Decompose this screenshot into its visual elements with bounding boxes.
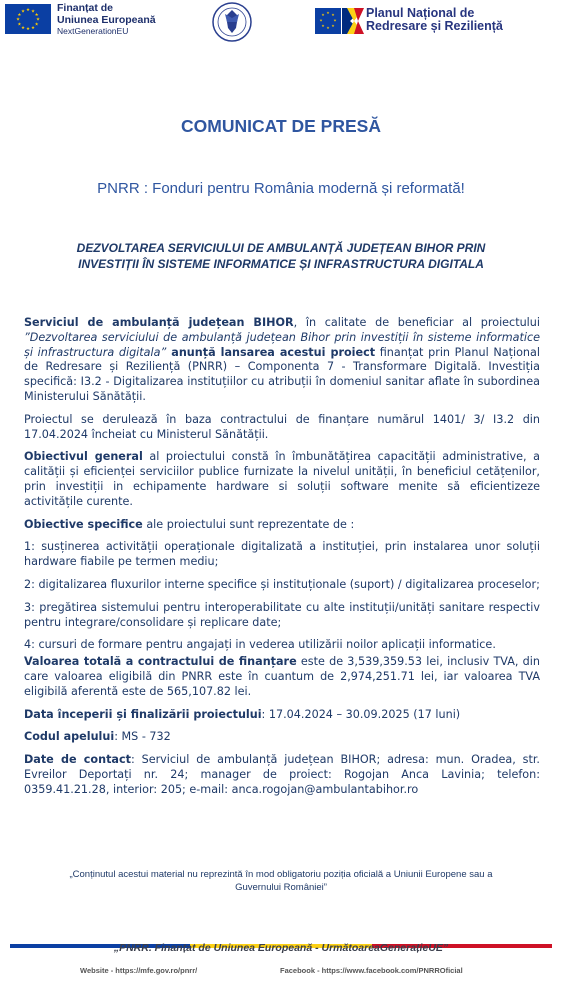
svg-text:★: ★ xyxy=(331,24,335,28)
svg-text:★: ★ xyxy=(20,25,26,31)
eu-funding-label: Finanțat de Uniunea Europeană NextGenerationEU xyxy=(57,2,156,36)
list-item: 3: pregătirea sistemului pentru interoperabilitate cu alte instituții/unități sanitare respectiv pentru integrare/consolidare și replicare date; xyxy=(24,600,540,629)
specific-objectives-heading: Obiective specifice ale proiectului sunt reprezentate de : xyxy=(24,517,355,531)
page-title: COMUNICAT DE PRESĂ xyxy=(181,116,381,136)
disclaimer: „Conținutul acestui material nu reprezintă în mod obligatoriu poziția oficială a Uniunii Europene sau a Guvernului României” xyxy=(69,869,493,893)
intro-paragraph: Serviciul de ambulanță județean BIHOR, în calitate de beneficiar al proiectului ”Dezvoltarea serviciului de ambulanță județean Bihor prin investiții în sisteme informatice și infrastructura digitala” anunță lansarea acestui proiect finanțat prin Planul Național de Redresare și Reziliență (PNRR) – Componenta 7 - Transformare Digitală. Investiția specifică: I3.2 - Digitalizarea instituțiilor cu atribuții în domeniul sanitar aflate în subordinea Ministerului Sănătății. xyxy=(24,316,540,403)
pnrr-label: Planul Național de Redresare și Reziliență xyxy=(366,6,503,33)
svg-text:★: ★ xyxy=(321,13,325,17)
page-subtitle: PNRR : Fonduri pentru România modernă și reformată! xyxy=(97,180,465,197)
total-value-paragraph: Valoarea totală a contractului de finanțare este de 3,539,359.53 lei, inclusiv TVA, din care valoarea eligibilă din PNRR este în cuantum de 2,974,251.71 lei, iar valoarea TVA eligibilă aferentă este de 565,107.82 lei. xyxy=(24,655,540,698)
romanian-government-seal-icon xyxy=(211,2,253,42)
project-title: DEZVOLTAREA SERVICIULUI DE AMBULANȚĂ JUDEȚEAN BIHOR PRIN INVESTIȚII ÎN SISTEME INFORMATICE ȘI INFRASTRUCTURA DIGITALA xyxy=(76,241,486,271)
svg-text:★: ★ xyxy=(30,25,36,31)
list-item: 4: cursuri de formare pentru angajați in vederea utilizării noilor aplicații informatice. xyxy=(24,638,496,652)
svg-text:★: ★ xyxy=(34,22,39,28)
svg-text:★: ★ xyxy=(319,18,323,23)
svg-text:★: ★ xyxy=(15,17,21,23)
svg-text:★: ★ xyxy=(331,13,335,17)
svg-text:★: ★ xyxy=(30,9,36,15)
pnrr-logo-icon xyxy=(314,6,366,36)
contract-paragraph: Proiectul se derulează în baza contractului de finanțare numărul 1401/ 3/ I3.2 din 17.04.2024 încheiat cu Ministerul Sănătății. xyxy=(24,412,540,441)
call-code-paragraph: Codul apelului: MS - 732 xyxy=(24,730,171,744)
eu-flag-icon xyxy=(5,4,51,34)
general-objective-paragraph: Obiectivul general al proiectului constă în îmbunătățirea capacității administrative, a calității și eficienței serviciilor publice furnizate la nivelul unității, în beneficiul cetățenilor, prin investiții in echipamente hardware si soluții software menite să eficientizeze activitățile curente. xyxy=(24,450,541,508)
svg-text:★: ★ xyxy=(321,24,325,28)
svg-text:★: ★ xyxy=(326,26,330,30)
svg-text:★: ★ xyxy=(333,18,337,23)
svg-text:★: ★ xyxy=(25,8,31,13)
facebook-link[interactable]: Facebook - https://www.facebook.com/PNRROficial xyxy=(280,966,463,975)
project-dates-paragraph: Data începerii și finalizării proiectului: 17.04.2024 – 30.09.2025 (17 luni) xyxy=(24,707,461,721)
press-release-body xyxy=(24,316,540,806)
footer-slogan: „PNRR. Finanțat de Uniunea Europeană - UrmătoareaGenerațieUE” xyxy=(113,942,449,954)
list-item: 2: digitalizarea fluxurilor interne specifice și instituționale (suport) / digitalizarea proceselor; xyxy=(24,577,540,591)
footer-divider xyxy=(10,933,552,937)
svg-text:★: ★ xyxy=(17,22,22,28)
svg-text:★: ★ xyxy=(25,27,31,33)
list-item: 1: susținerea activității operaționale digitalizată a instituției, prin instalarea unor soluții hardware fiabile pe termen mediu; xyxy=(24,540,540,569)
svg-text:★: ★ xyxy=(20,9,26,15)
svg-text:★: ★ xyxy=(17,12,22,18)
svg-text:★: ★ xyxy=(35,17,41,23)
contact-paragraph: Date de contact: Serviciul de ambulanță județean BIHOR; adresa: mun. Oradea, str. Evreilor Deportați nr. 24; manager de proiect: Rogojan Anca Lavinia; telefon: 0359.41.21.28, interior: 205; e-mail: anca.rogojan@ambulantabihor.ro xyxy=(24,753,540,796)
svg-text:★: ★ xyxy=(326,11,330,15)
website-link[interactable]: Website - https://mfe.gov.ro/pnrr/ xyxy=(80,966,198,975)
svg-text:★: ★ xyxy=(34,12,39,18)
